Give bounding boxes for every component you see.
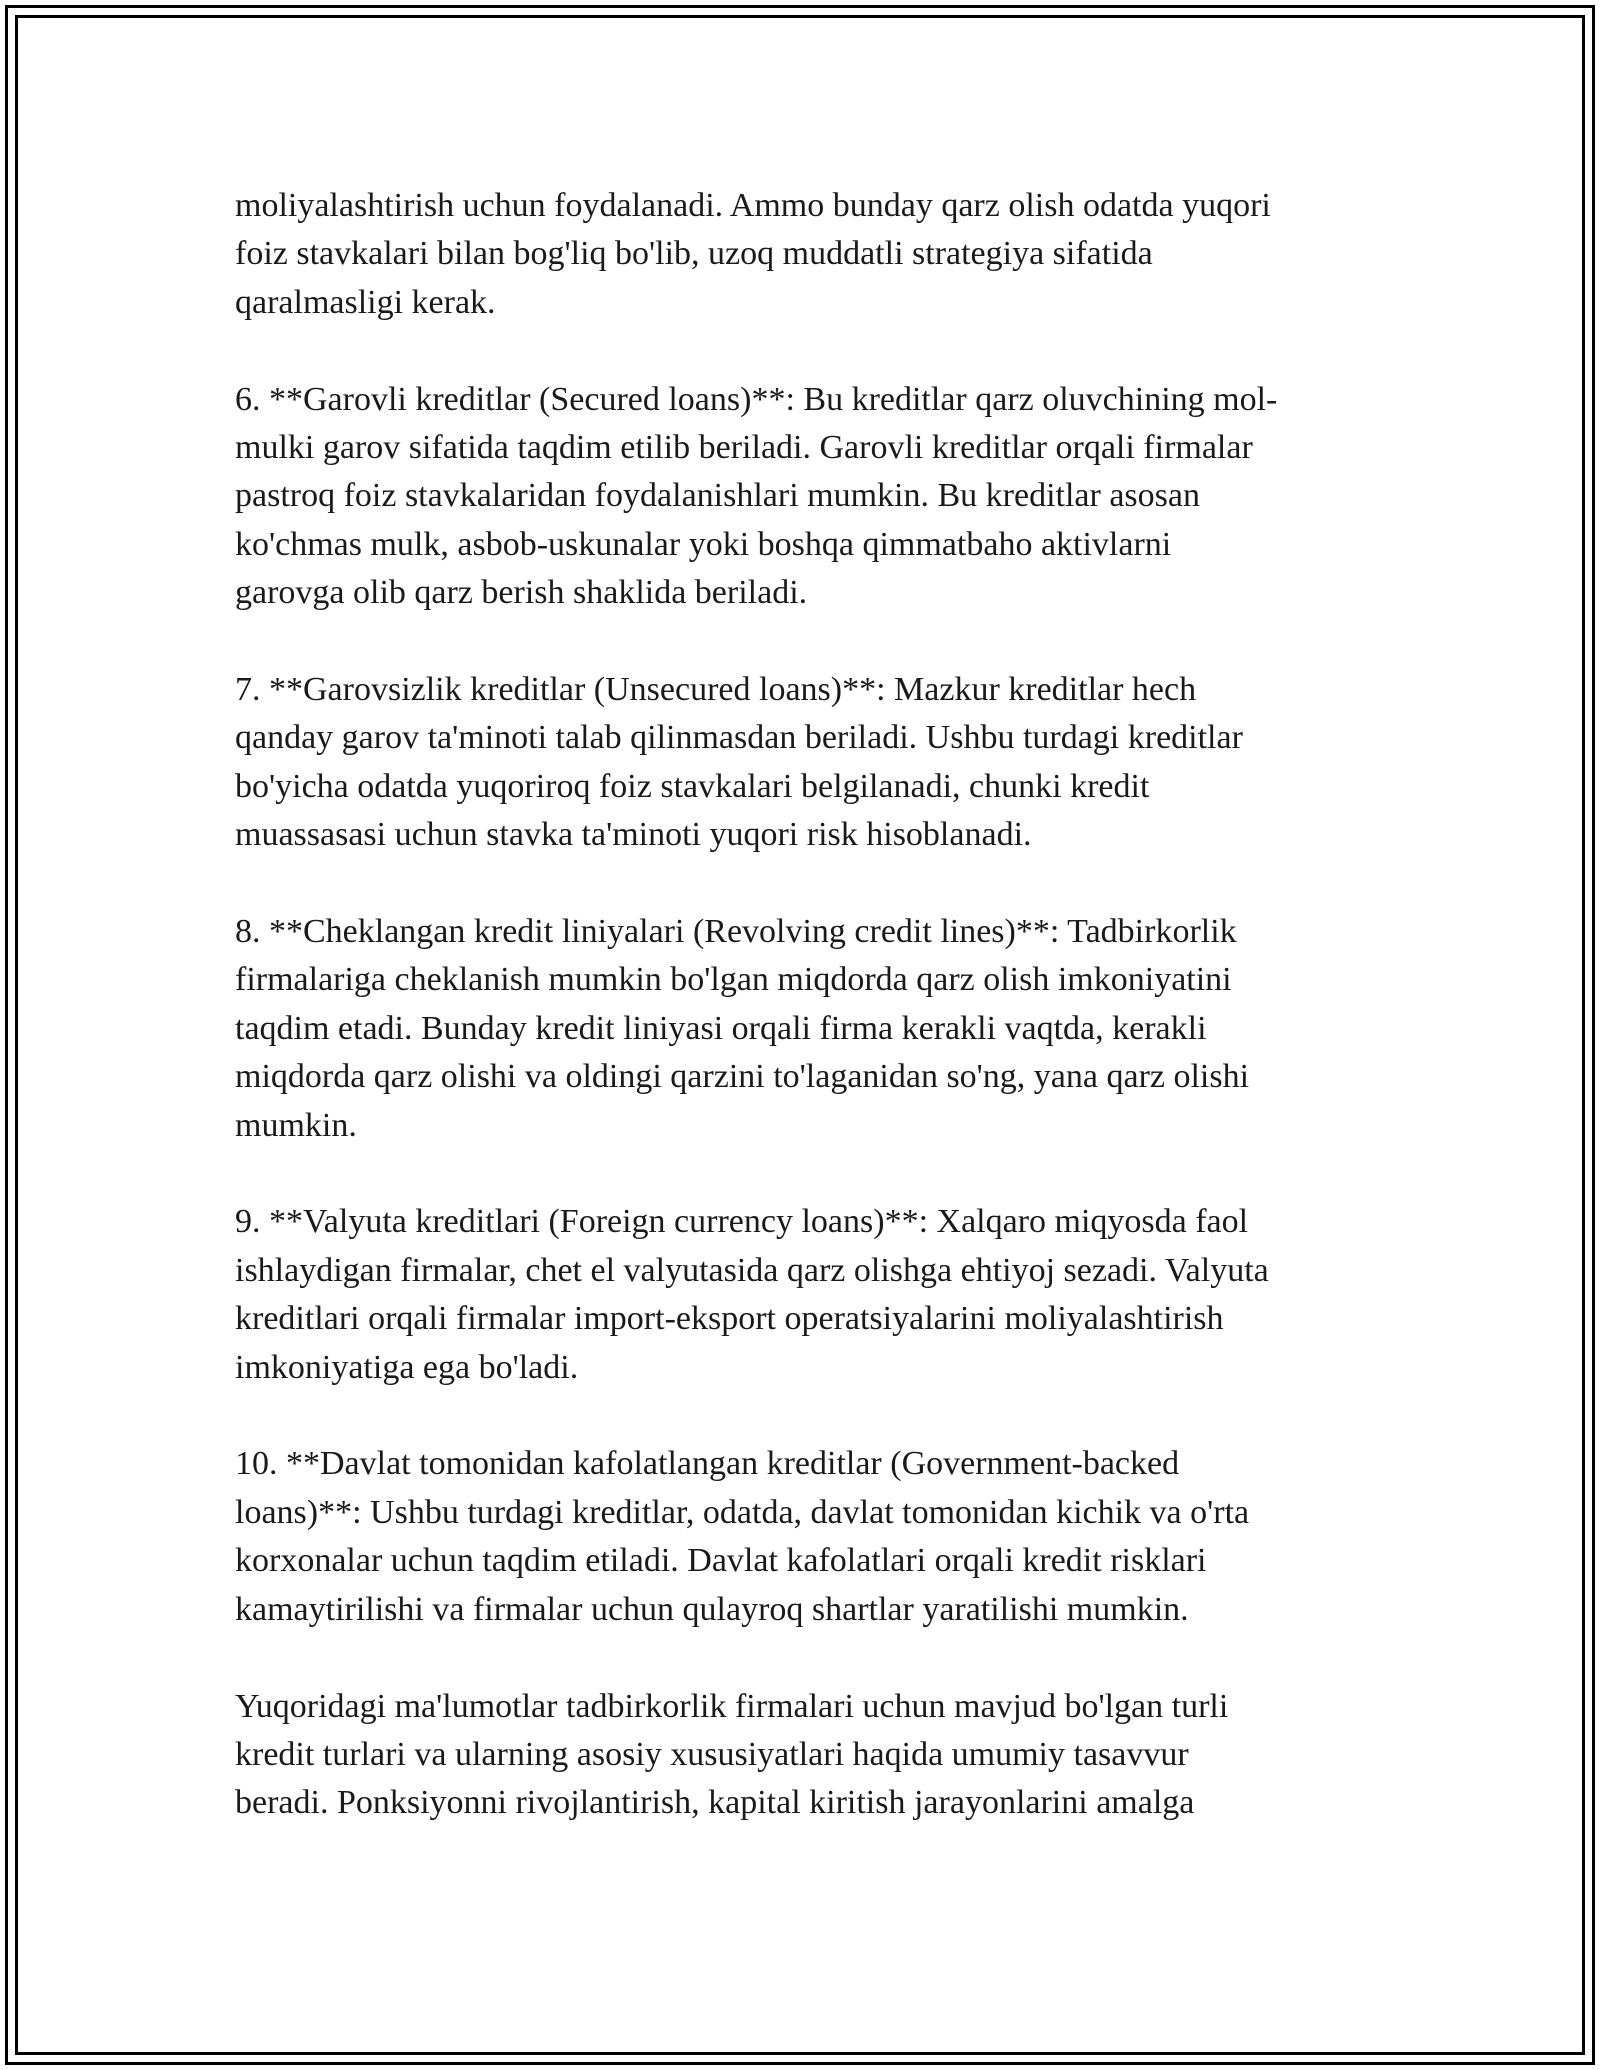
- paragraph-government-backed-loans: 10. **Davlat tomonidan kafolatlangan kreditlar (Government-backed loans)**: Ushbu turdagi kreditlar, odatda, davlat tomonidan kichik va o'rta korxonalar uchun taqdim etiladi. Davlat kafolatlari orqali kredit risklari kamaytirilishi va firmalar uchun qulayroq shartlar yaratilishi mumkin.: [235, 1445, 1250, 1628]
- paragraph-foreign-currency-loans: 9. **Valyuta kreditlari (Foreign currency loans)**: Xalqaro miqyosda faol ishlaydigan firmalar, chet el valyutasida qarz olishga ehtiyoj sezadi. Valyuta kreditlari orqali firmalar import-eksport operatsiyalarini moliyalashtirish imkoniyatiga ega bo'ladi.: [235, 1203, 1269, 1386]
- paragraph-secured-loans: 6. **Garovli kreditlar (Secured loans)**: Bu kreditlar qarz oluvchining mol- mulki garov sifatida taqdim etilib beriladi. Garovli kreditlar orqali firmalar pastroq foiz stavkalaridan foydalanishlari mumkin. Bu kreditlar asosan ko'chmas mulk, asbob-uskunalar yoki boshqa qimmatbaho aktivlarni garovga olib qarz berish shaklida beriladi.: [235, 380, 1278, 612]
- paragraph-unsecured-loans: 7. **Garovsizlik kreditlar (Unsecured loans)**: Mazkur kreditlar hech qanday garov ta'minoti talab qilinmasdan beriladi. Ushbu turdagi kreditlar bo'yicha odatda yuqoriroq foiz stavkalari belgilanadi, chunki kredit muassasasi uchun stavka ta'minoti yuqori risk hisoblanadi.: [235, 671, 1243, 854]
- paragraph-continuation: moliyalashtirish uchun foydalanadi. Ammo bunday qarz olish odatda yuqori foiz stavkalari bilan bog'liq bo'lib, uzoq muddatli strategiya sifatida qaralmasligi kerak.: [235, 187, 1271, 321]
- paragraph-revolving-credit: 8. **Cheklangan kredit liniyalari (Revolving credit lines)**: Tadbirkorlik firmalariga cheklanish mumkin bo'lgan miqdorda qarz olish imkoniyatini taqdim etadi. Bunday kredit liniyasi orqali firma kerakli vaqtda, kerakli miqdorda qarz olishi va oldingi qarzini to'laganidan so'ng, yana qarz olishi mumkin.: [235, 913, 1250, 1144]
- paragraph-summary: Yuqoridagi ma'lumotlar tadbirkorlik firmalari uchun mavjud bo'lgan turli kredit turlari va ularning asosiy xususiyatlari haqida umumiy tasavvur beradi. Ponksiyonni rivojlantirish, kapital kiritish jarayonlarini amalga: [235, 1687, 1229, 1822]
- document-body: [235, 182, 1365, 1876]
